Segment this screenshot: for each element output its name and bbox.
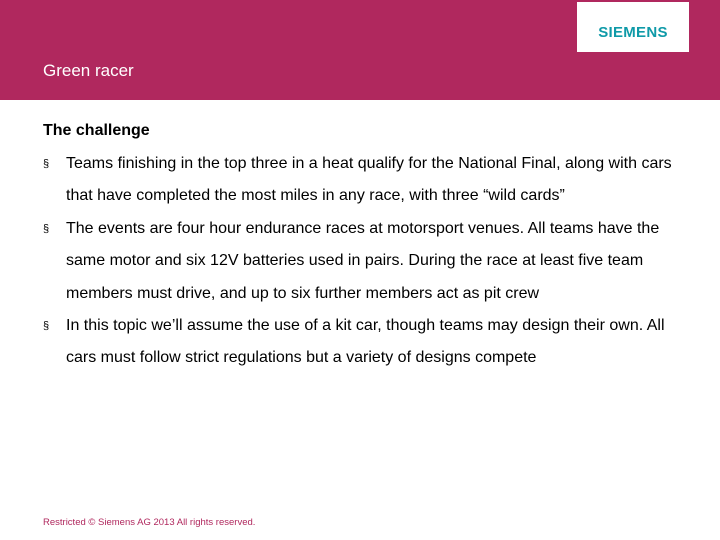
siemens-logo bbox=[577, 2, 689, 52]
bullet-item bbox=[43, 310, 683, 375]
bullet-list bbox=[43, 148, 683, 375]
logo-wordmark: SIEMENS bbox=[598, 24, 668, 41]
bullet-item bbox=[43, 213, 683, 310]
bullet-text: Teams finishing in the top three in a heat qualify for the National Final, along with cars that have completed the most miles in any race, with three “wild cards” bbox=[66, 155, 672, 205]
section-heading: The challenge bbox=[43, 122, 150, 139]
bullet-marker-icon: § bbox=[43, 320, 50, 333]
bullet-marker-icon: § bbox=[43, 158, 50, 170]
copyright-footer: Restricted © Siemens AG 2013 All rights reserved. bbox=[43, 517, 256, 528]
bullet-item bbox=[43, 148, 683, 213]
bullet-marker-icon: § bbox=[43, 222, 50, 235]
bullet-text: In this topic we’ll assume the use of a kit car, though teams may design their own. All cars must follow strict regulations but a variety of designs compete bbox=[66, 317, 665, 367]
header-band bbox=[0, 0, 720, 100]
slide-title: Green racer bbox=[43, 61, 134, 80]
bullet-text: The events are four hour endurance races at motorsport venues. All teams have the same motor and six 12V batteries used in pairs. During the race at least five team members must drive, and up to six further members act as pit crew bbox=[66, 219, 660, 302]
